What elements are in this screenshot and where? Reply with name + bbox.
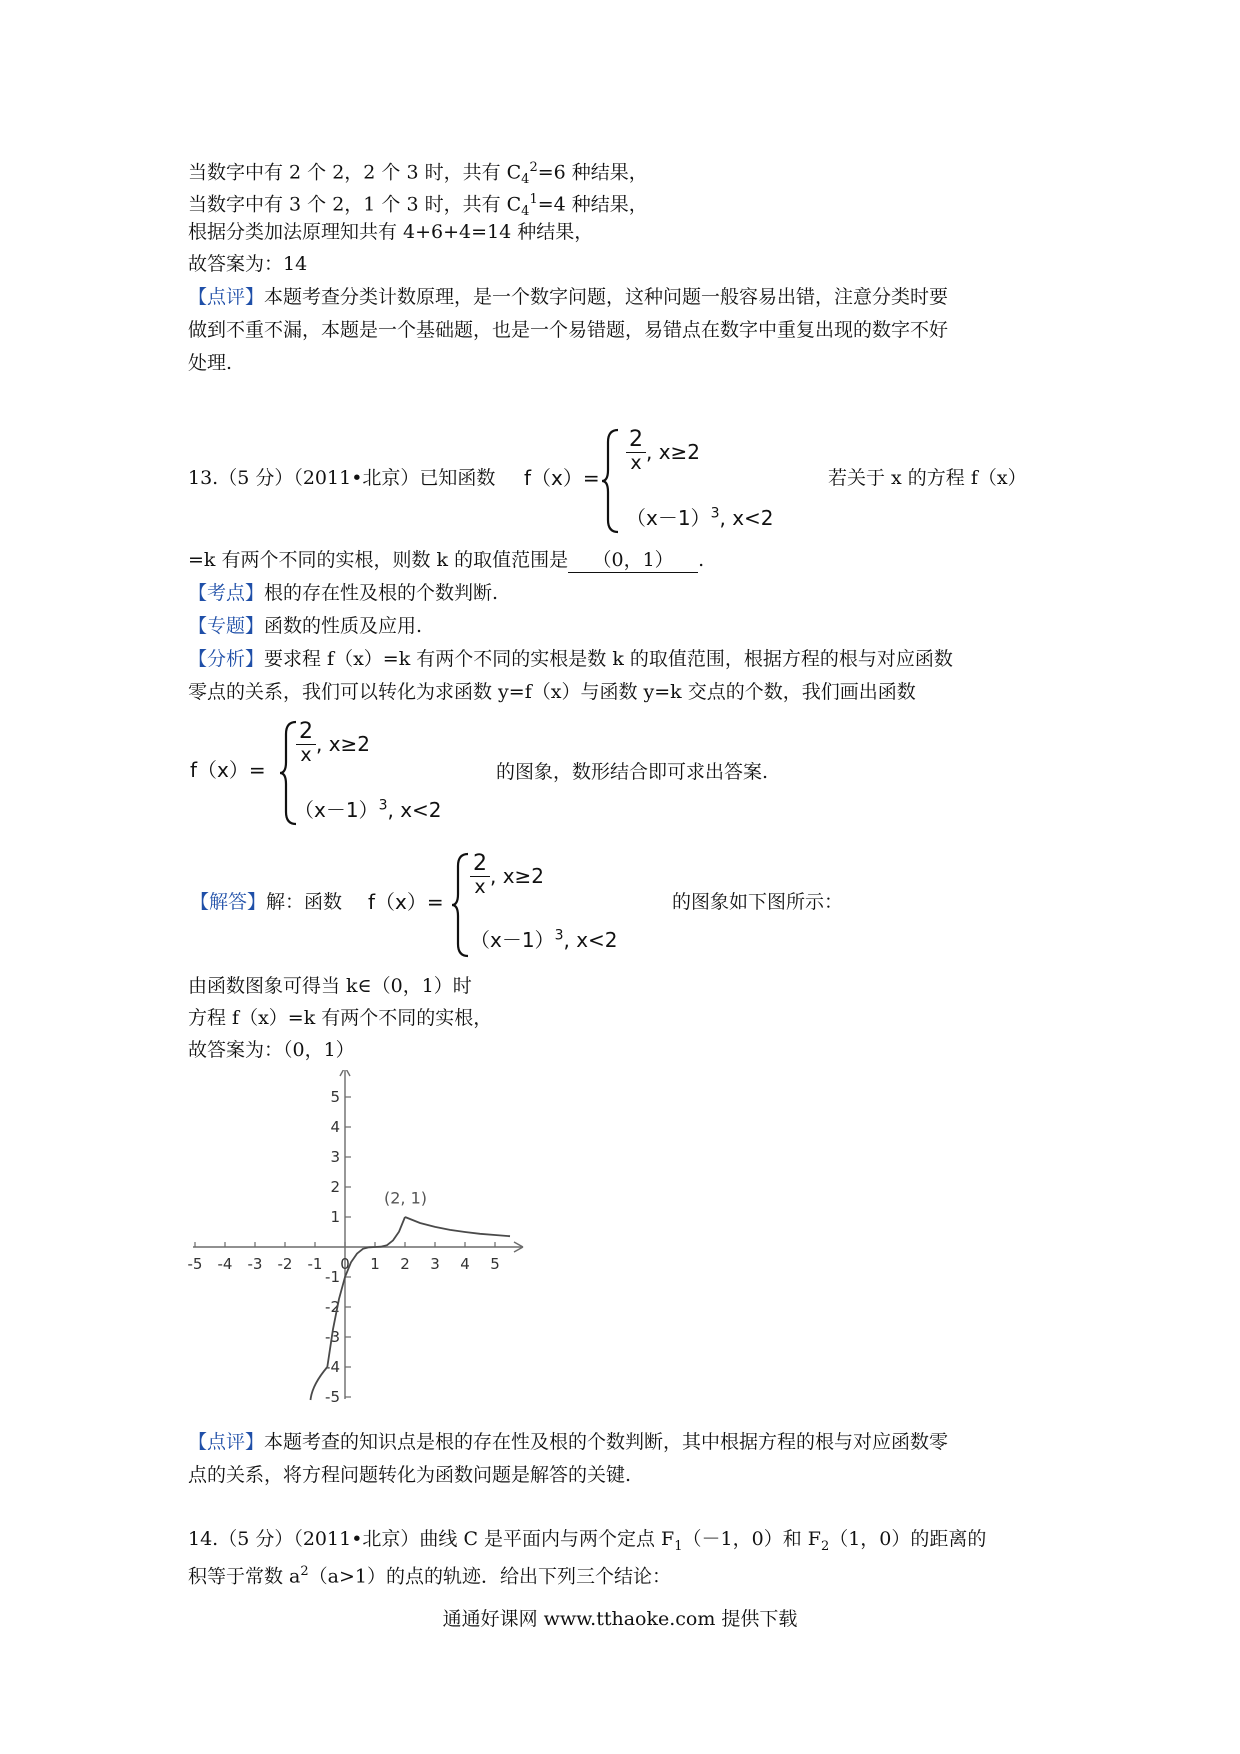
jieda-piece2: $(x-1)^3$, x<2: [470, 927, 618, 952]
y-tick-label: -3: [325, 1328, 340, 1346]
y-tick-label: -1: [325, 1268, 340, 1286]
intro-review-2: 做到不重不漏，本题是一个基础题，也是一个易错题，易错点在数字中重复出现的数字不好: [188, 319, 949, 341]
q13-piece2: $(x-1)^3$, x<2: [626, 505, 774, 530]
q13-fenxi-1: 【分析】要求程 f（x）=k 有两个不同的实根是数 k 的取值范围，根据方程的根与对应函数: [188, 648, 953, 670]
function-graph: [180, 1070, 550, 1420]
y-tick-label: -4: [325, 1358, 340, 1376]
fenxi-fx: f（x）=: [190, 758, 266, 782]
q13-brace: [600, 426, 622, 536]
intro-answer: 故答案为：14: [188, 253, 308, 275]
intro-line-2: 当数字中有 3 个 2，1 个 3 时，共有 $C_4^1=4$ 种结果，: [188, 192, 648, 220]
fenxi-tag: 【分析】: [188, 648, 265, 670]
x-tick-label: -3: [247, 1255, 263, 1273]
y-tick-label: -2: [325, 1298, 340, 1316]
x-tick-label: 2: [400, 1255, 410, 1273]
q13-piece1-fraction: $\frac{2}{x}$: [626, 428, 646, 473]
x-tick-label: 1: [370, 1255, 380, 1273]
x-tick-label: -5: [187, 1255, 203, 1273]
jieda-tag: 【解答】: [190, 891, 267, 913]
intro-review-1: 【点评】本题考查分类计数原理，是一个数字问题，这种问题一般容易出错，注意分类时要: [188, 286, 949, 308]
review-tag-2: 【点评】: [188, 1431, 265, 1453]
kaodian-tag: 【考点】: [188, 582, 265, 604]
q13-prefix: 13.（5 分）（2011•北京）已知函数: [188, 467, 496, 489]
y-tick-label: 4: [330, 1118, 340, 1136]
q13-kaodian: 【考点】根的存在性及根的个数判断.: [188, 582, 499, 604]
page-footer: 通通好课网 www.tthaoke.com 提供下载: [442, 1608, 798, 1630]
jieda-4: 方程 f（x）=k 有两个不同的实根，: [188, 1007, 493, 1029]
y-tick-label: -5: [325, 1388, 340, 1406]
fenxi-piece1-fraction: $\frac{2}{x}$: [296, 720, 316, 765]
y-tick-label: 3: [330, 1148, 340, 1166]
x-tick-label: 0: [340, 1255, 350, 1273]
q14-line-2: 积等于常数 $a^2(a>1)$的点的轨迹．给出下列三个结论：: [188, 1564, 671, 1588]
y-tick-label: 5: [330, 1088, 340, 1106]
intro-line-3: 根据分类加法原理知共有 4+6+4=14 种结果，: [188, 221, 594, 243]
fenxi-piece1-cond: , x≥2: [316, 732, 371, 756]
x-tick-label: 4: [460, 1255, 470, 1273]
q13-fx: f（x）=: [524, 466, 600, 490]
review-tag: 【点评】: [188, 286, 265, 308]
q13-piece1-cond: , x≥2: [646, 440, 701, 464]
x-tick-label: 3: [430, 1255, 440, 1273]
fenxi-3: 的图象，数形结合即可求出答案.: [496, 761, 769, 783]
x-tick-label: 5: [490, 1255, 500, 1273]
q13-zhuanti: 【专题】函数的性质及应用.: [188, 615, 423, 637]
x-tick-label: -1: [307, 1255, 323, 1273]
zhuanti-tag: 【专题】: [188, 615, 265, 637]
y-tick-label: 2: [330, 1178, 340, 1196]
jieda-5: 故答案为：（0，1）: [188, 1039, 355, 1061]
q13-suffix: 若关于 x 的方程 f（x）: [828, 467, 1027, 489]
jieda-3: 由函数图象可得当 k∈（0，1）时: [188, 975, 472, 997]
q13-review-2: 点的关系，将方程问题转化为函数问题是解答的关键.: [188, 1464, 632, 1486]
fenxi-piece2: $(x-1)^3$, x<2: [294, 797, 442, 822]
jieda-brace: [450, 850, 472, 960]
jieda-piece1-cond: , x≥2: [490, 864, 545, 888]
series-line: [405, 1217, 510, 1236]
jieda-fx: f（x）=: [368, 890, 444, 914]
intro-line-1: 当数字中有 2 个 2，2 个 3 时，共有 $C_4^2=6$ 种结果，: [188, 160, 648, 188]
q13-question-cont: =k 有两个不同的实根，则数 k 的取值范围是 （0，1） .: [188, 549, 705, 571]
q13-fenxi-2: 零点的关系，我们可以转化为求函数 y=f（x）与函数 y=k 交点的个数，我们画出函数: [188, 681, 916, 703]
y-tick-label: 1: [330, 1208, 340, 1226]
jieda-2: 的图象如下图所示：: [672, 891, 844, 913]
x-tick-label: -4: [217, 1255, 233, 1273]
x-tick-label: -2: [277, 1255, 293, 1273]
peak-annotation: (2, 1): [384, 1188, 428, 1208]
q14-line-1: 14.（5 分）（2011•北京）曲线 C 是平面内与两个定点 $F_1(-1$，0）和 $F_2(1$，0）的距离的: [188, 1528, 987, 1554]
jieda-piece1-fraction: $\frac{2}{x}$: [470, 852, 490, 897]
q13-answer-blank: （0，1）: [568, 548, 698, 573]
q13-review-1: 【点评】本题考查的知识点是根的存在性及根的个数判断，其中根据方程的根与对应函数零: [188, 1431, 949, 1453]
intro-review-3: 处理.: [188, 352, 233, 374]
jieda-line-1: 【解答】解：函数: [190, 891, 343, 913]
